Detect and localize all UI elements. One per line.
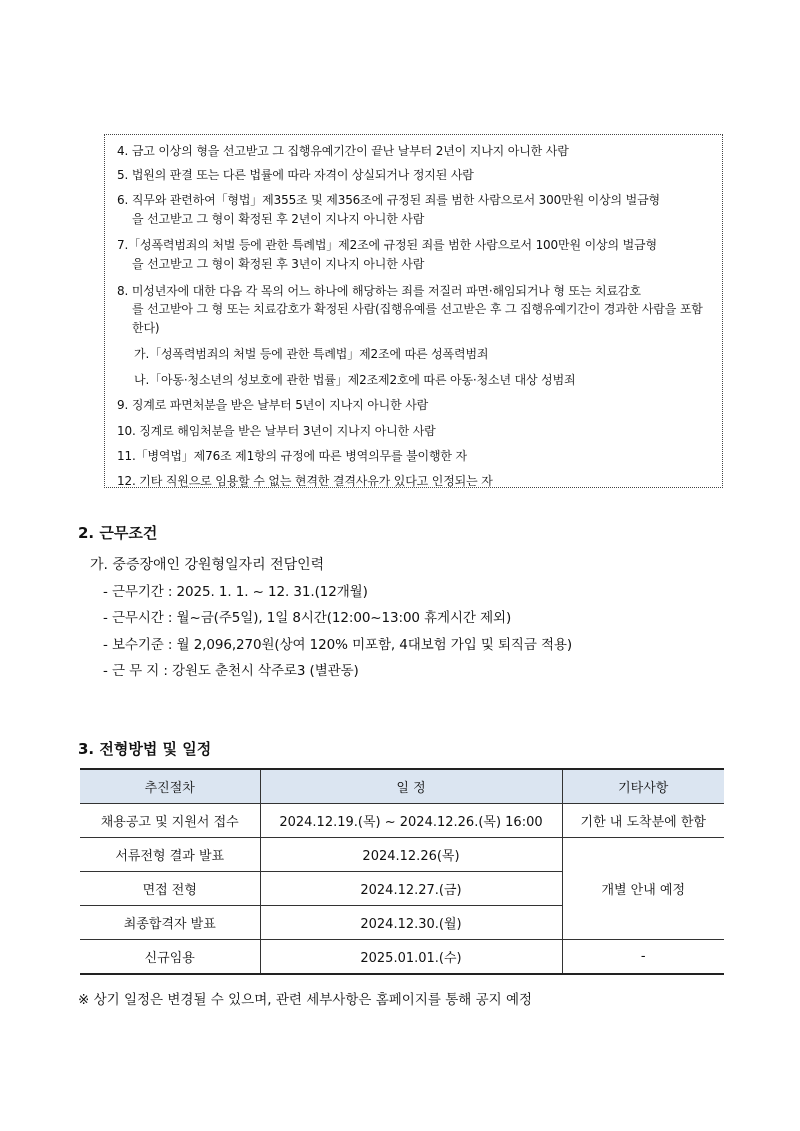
row-step: 최종합격자 발표 (80, 906, 260, 940)
row-note: - (562, 940, 724, 975)
work-period: - 근무기간 : 2025. 1. 1. ~ 12. 31.(12개월) (103, 584, 368, 600)
disq-item-9: 9. 징계로 파면처분을 받은 날부터 5년이 지나지 아니한 사람 (117, 398, 429, 412)
table-row (80, 838, 724, 872)
disq-item-7-cont: 을 선고받고 그 형이 확정된 후 3년이 지나지 아니한 사람 (132, 257, 425, 271)
disq-item-6-cont: 을 선고받고 그 형이 확정된 후 2년이 지나지 아니한 사람 (132, 212, 425, 226)
disq-item-4: 4. 금고 이상의 형을 선고받고 그 집행유예기간이 끝난 날부터 2년이 지나지 아니한 사람 (117, 144, 569, 158)
disqualification-box (104, 134, 723, 488)
table-row (80, 940, 724, 975)
section-3-title: 3. 전형방법 및 일정 (78, 740, 212, 758)
work-hours: - 근무시간 : 월~금(주5일), 1일 8시간(12:00~13:00 휴게시간 제외) (103, 610, 512, 626)
header-step: 추진절차 (80, 769, 260, 804)
row-step: 채용공고 및 지원서 접수 (80, 804, 260, 838)
row-step: 신규임용 (80, 940, 260, 975)
row-step: 면접 전형 (80, 872, 260, 906)
disq-item-11: 11.「병역법」제76조 제1항의 규정에 따른 병역의무를 불이행한 자 (117, 449, 467, 463)
schedule-footnote: ※ 상기 일정은 변경될 수 있으며, 관련 세부사항은 홈페이지를 통해 공지 예정 (78, 992, 533, 1008)
row-date: 2025.01.01.(수) (260, 940, 562, 975)
schedule-table (80, 768, 724, 975)
salary: - 보수기준 : 월 2,096,270원(상여 120% 미포함, 4대보험 가입 및 퇴직금 적용) (103, 637, 573, 653)
table-row (80, 804, 724, 838)
row-date: 2024.12.30.(월) (260, 906, 562, 940)
header-note: 기타사항 (562, 769, 724, 804)
disq-item-8-ga: 가.「성폭력범죄의 처벌 등에 관한 특례법」제2조에 따른 성폭력범죄 (134, 347, 489, 361)
disq-item-8-cont: 를 선고받아 그 형 또는 치료감호가 확정된 사람(집행유예를 선고받은 후 그 집행유예기간이 경과한 사람을 포함 (132, 302, 703, 316)
section-2-title: 2. 근무조건 (78, 524, 158, 542)
disq-item-8-cont2: 한다) (132, 321, 160, 335)
disq-item-12: 12. 기타 직원으로 임용할 수 없는 현격한 결격사유가 있다고 인정되는 자 (117, 474, 493, 488)
section-2-subtitle: 가. 중증장애인 강원형일자리 전담인력 (90, 557, 325, 573)
disq-item-10: 10. 징계로 해임처분을 받은 날부터 3년이 지나지 아니한 사람 (117, 424, 436, 438)
table-header-row (80, 769, 724, 804)
merged-note: 개별 안내 예정 (562, 838, 724, 940)
row-note: 기한 내 도착분에 한함 (562, 804, 724, 838)
row-date: 2024.12.26(목) (260, 838, 562, 872)
disq-item-8: 8. 미성년자에 대한 다음 각 목의 어느 하나에 해당하는 죄를 저질러 파면·해임되거나 형 또는 치료감호 (117, 284, 641, 298)
work-location: - 근 무 지 : 강원도 춘천시 삭주로3 (별관동) (103, 663, 359, 679)
disq-item-5: 5. 법원의 판결 또는 다른 법률에 따라 자격이 상실되거나 정지된 사람 (117, 168, 474, 182)
row-step: 서류전형 결과 발표 (80, 838, 260, 872)
header-date: 일 정 (260, 769, 562, 804)
disq-item-6: 6. 직무와 관련하여「형법」제355조 및 제356조에 규정된 죄를 범한 사람으로서 300만원 이상의 벌금형 (117, 193, 660, 207)
row-date: 2024.12.27.(금) (260, 872, 562, 906)
row-date: 2024.12.19.(목) ~ 2024.12.26.(목) 16:00 (260, 804, 562, 838)
disq-item-8-na: 나.「아동·청소년의 성보호에 관한 법률」제2조제2호에 따른 아동·청소년 대상 성범죄 (134, 373, 576, 387)
disq-item-7: 7.「성폭력범죄의 처벌 등에 관한 특례법」제2조에 규정된 죄를 범한 사람으로서 100만원 이상의 벌금형 (117, 238, 657, 252)
